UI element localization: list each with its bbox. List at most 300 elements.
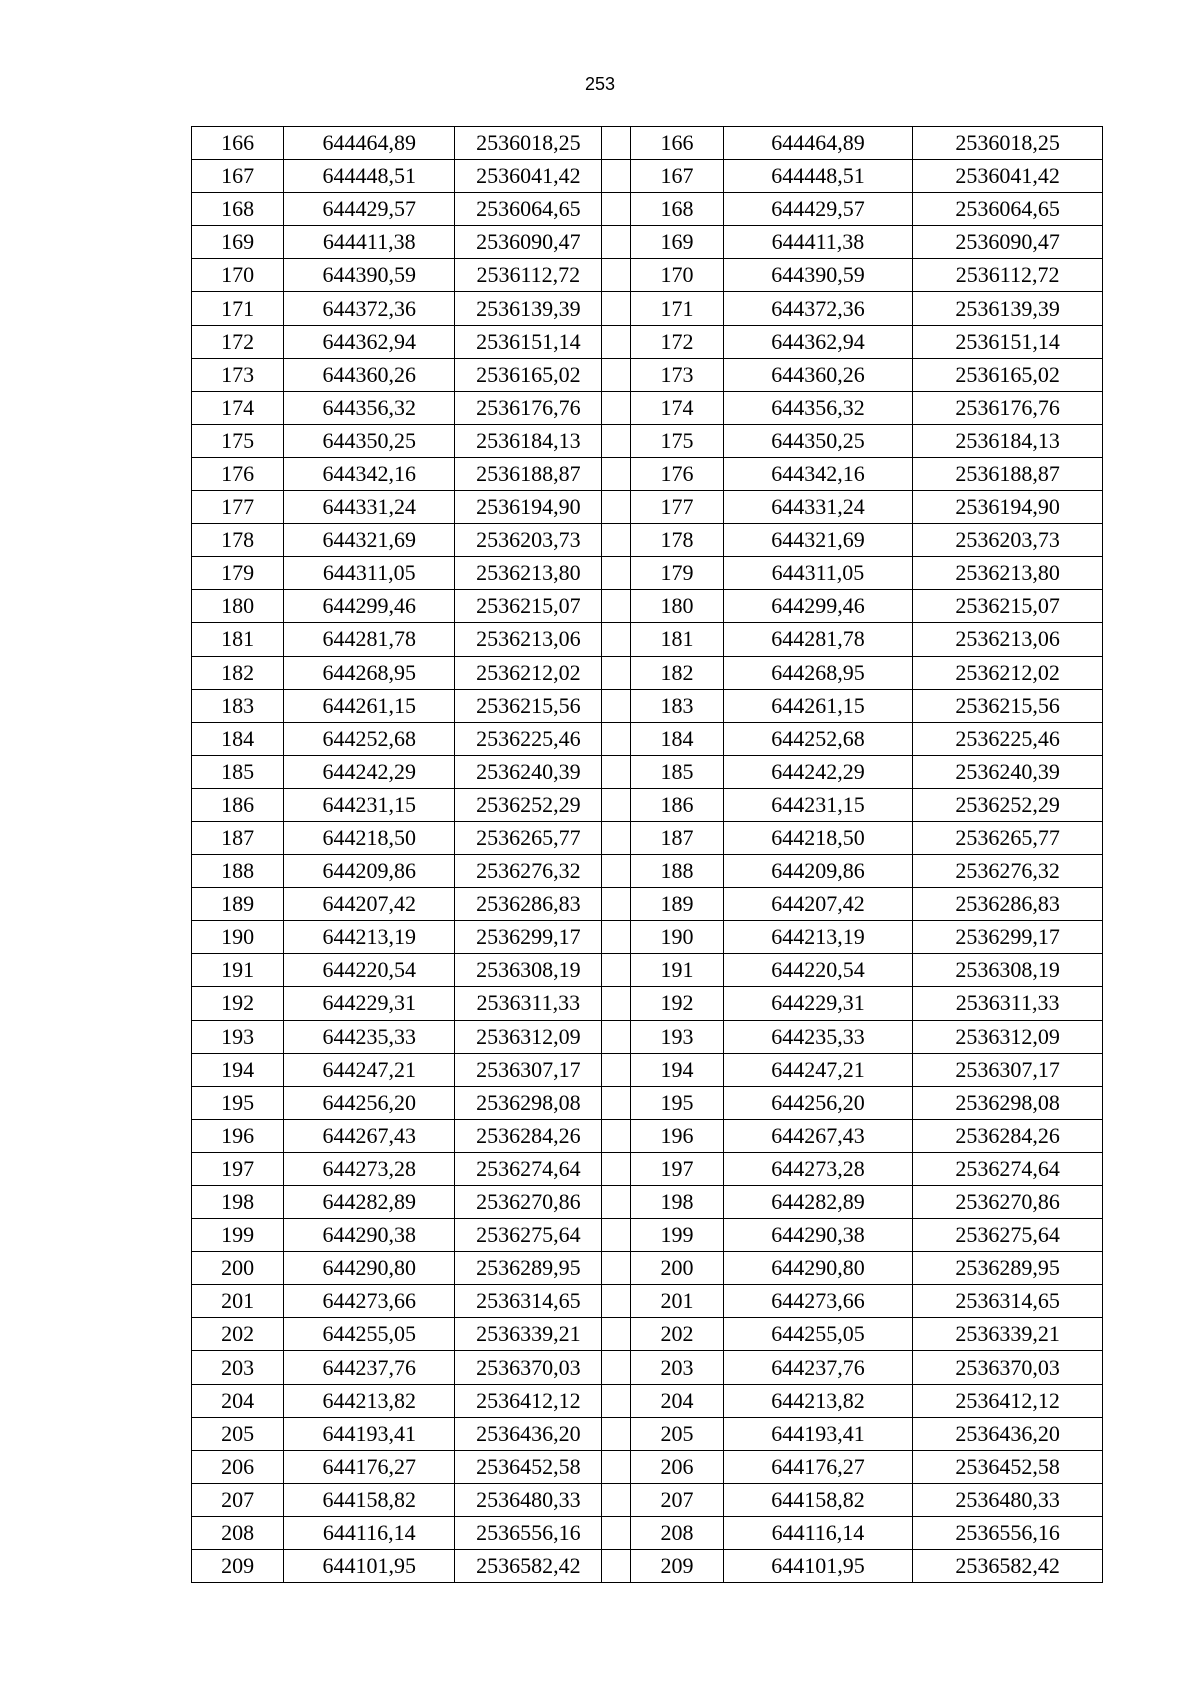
x-coordinate-cell: 644176,27 <box>723 1450 913 1483</box>
table-row <box>192 1351 1103 1384</box>
x-coordinate-cell: 644176,27 <box>284 1450 455 1483</box>
y-coordinate-cell: 2536212,02 <box>455 656 602 689</box>
point-number-cell: 208 <box>631 1516 723 1549</box>
spacer-cell <box>602 127 631 160</box>
y-coordinate-cell: 2536213,06 <box>455 623 602 656</box>
y-coordinate-cell: 2536041,42 <box>913 160 1103 193</box>
x-coordinate-cell: 644255,05 <box>723 1318 913 1351</box>
y-coordinate-cell: 2536339,21 <box>913 1318 1103 1351</box>
point-number-cell: 180 <box>192 590 284 623</box>
x-coordinate-cell: 644331,24 <box>723 491 913 524</box>
y-coordinate-cell: 2536240,39 <box>455 755 602 788</box>
spacer-cell <box>602 557 631 590</box>
table-row <box>192 1516 1103 1549</box>
point-number-cell: 176 <box>631 457 723 490</box>
y-coordinate-cell: 2536452,58 <box>913 1450 1103 1483</box>
point-number-cell: 184 <box>192 722 284 755</box>
table-row <box>192 788 1103 821</box>
x-coordinate-cell: 644372,36 <box>284 292 455 325</box>
x-coordinate-cell: 644218,50 <box>723 821 913 854</box>
spacer-cell <box>602 160 631 193</box>
x-coordinate-cell: 644282,89 <box>284 1186 455 1219</box>
x-coordinate-cell: 644116,14 <box>284 1516 455 1549</box>
x-coordinate-cell: 644448,51 <box>723 160 913 193</box>
point-number-cell: 168 <box>631 193 723 226</box>
spacer-cell <box>602 855 631 888</box>
y-coordinate-cell: 2536298,08 <box>913 1086 1103 1119</box>
point-number-cell: 182 <box>192 656 284 689</box>
table-row <box>192 821 1103 854</box>
point-number-cell: 181 <box>192 623 284 656</box>
y-coordinate-cell: 2536412,12 <box>455 1384 602 1417</box>
spacer-cell <box>602 259 631 292</box>
point-number-cell: 174 <box>631 391 723 424</box>
table-row <box>192 689 1103 722</box>
point-number-cell: 174 <box>192 391 284 424</box>
y-coordinate-cell: 2536274,64 <box>455 1152 602 1185</box>
point-number-cell: 201 <box>631 1285 723 1318</box>
spacer-cell <box>602 193 631 226</box>
spacer-cell <box>602 1252 631 1285</box>
y-coordinate-cell: 2536018,25 <box>455 127 602 160</box>
x-coordinate-cell: 644350,25 <box>284 424 455 457</box>
y-coordinate-cell: 2536212,02 <box>913 656 1103 689</box>
point-number-cell: 194 <box>192 1053 284 1086</box>
x-coordinate-cell: 644261,15 <box>723 689 913 722</box>
x-coordinate-cell: 644235,33 <box>723 1020 913 1053</box>
point-number-cell: 171 <box>631 292 723 325</box>
point-number-cell: 199 <box>192 1219 284 1252</box>
y-coordinate-cell: 2536215,56 <box>455 689 602 722</box>
point-number-cell: 176 <box>192 457 284 490</box>
y-coordinate-cell: 2536307,17 <box>455 1053 602 1086</box>
point-number-cell: 172 <box>631 325 723 358</box>
spacer-cell <box>602 722 631 755</box>
point-number-cell: 194 <box>631 1053 723 1086</box>
y-coordinate-cell: 2536284,26 <box>913 1119 1103 1152</box>
x-coordinate-cell: 644252,68 <box>723 722 913 755</box>
y-coordinate-cell: 2536188,87 <box>913 457 1103 490</box>
table-row <box>192 755 1103 788</box>
table-row <box>192 1152 1103 1185</box>
x-coordinate-cell: 644193,41 <box>284 1417 455 1450</box>
y-coordinate-cell: 2536312,09 <box>455 1020 602 1053</box>
x-coordinate-cell: 644360,26 <box>723 358 913 391</box>
x-coordinate-cell: 644281,78 <box>723 623 913 656</box>
spacer-cell <box>602 1219 631 1252</box>
point-number-cell: 169 <box>192 226 284 259</box>
y-coordinate-cell: 2536286,83 <box>913 888 1103 921</box>
point-number-cell: 185 <box>631 755 723 788</box>
x-coordinate-cell: 644209,86 <box>284 855 455 888</box>
y-coordinate-cell: 2536480,33 <box>913 1483 1103 1516</box>
point-number-cell: 204 <box>631 1384 723 1417</box>
x-coordinate-cell: 644321,69 <box>723 524 913 557</box>
point-number-cell: 185 <box>192 755 284 788</box>
x-coordinate-cell: 644290,80 <box>723 1252 913 1285</box>
table-row <box>192 1186 1103 1219</box>
spacer-cell <box>602 1152 631 1185</box>
x-coordinate-cell: 644299,46 <box>723 590 913 623</box>
x-coordinate-cell: 644229,31 <box>723 987 913 1020</box>
spacer-cell <box>602 1384 631 1417</box>
x-coordinate-cell: 644282,89 <box>723 1186 913 1219</box>
x-coordinate-cell: 644209,86 <box>723 855 913 888</box>
table-row <box>192 259 1103 292</box>
y-coordinate-cell: 2536176,76 <box>913 391 1103 424</box>
x-coordinate-cell: 644411,38 <box>723 226 913 259</box>
y-coordinate-cell: 2536436,20 <box>455 1417 602 1450</box>
point-number-cell: 198 <box>192 1186 284 1219</box>
y-coordinate-cell: 2536213,80 <box>913 557 1103 590</box>
spacer-cell <box>602 623 631 656</box>
x-coordinate-cell: 644362,94 <box>723 325 913 358</box>
y-coordinate-cell: 2536452,58 <box>455 1450 602 1483</box>
x-coordinate-cell: 644101,95 <box>723 1550 913 1583</box>
y-coordinate-cell: 2536018,25 <box>913 127 1103 160</box>
point-number-cell: 197 <box>192 1152 284 1185</box>
point-number-cell: 178 <box>631 524 723 557</box>
y-coordinate-cell: 2536370,03 <box>913 1351 1103 1384</box>
y-coordinate-cell: 2536582,42 <box>913 1550 1103 1583</box>
spacer-cell <box>602 1550 631 1583</box>
y-coordinate-cell: 2536311,33 <box>455 987 602 1020</box>
y-coordinate-cell: 2536139,39 <box>913 292 1103 325</box>
spacer-cell <box>602 1516 631 1549</box>
point-number-cell: 200 <box>631 1252 723 1285</box>
point-number-cell: 175 <box>631 424 723 457</box>
spacer-cell <box>602 524 631 557</box>
x-coordinate-cell: 644429,57 <box>284 193 455 226</box>
point-number-cell: 169 <box>631 226 723 259</box>
y-coordinate-cell: 2536215,56 <box>913 689 1103 722</box>
y-coordinate-cell: 2536176,76 <box>455 391 602 424</box>
point-number-cell: 206 <box>192 1450 284 1483</box>
point-number-cell: 207 <box>631 1483 723 1516</box>
table-row <box>192 623 1103 656</box>
point-number-cell: 196 <box>192 1119 284 1152</box>
y-coordinate-cell: 2536064,65 <box>913 193 1103 226</box>
point-number-cell: 201 <box>192 1285 284 1318</box>
spacer-cell <box>602 1417 631 1450</box>
point-number-cell: 191 <box>192 954 284 987</box>
spacer-cell <box>602 391 631 424</box>
x-coordinate-cell: 644273,66 <box>284 1285 455 1318</box>
y-coordinate-cell: 2536314,65 <box>913 1285 1103 1318</box>
point-number-cell: 191 <box>631 954 723 987</box>
table-row <box>192 524 1103 557</box>
y-coordinate-cell: 2536194,90 <box>913 491 1103 524</box>
y-coordinate-cell: 2536184,13 <box>455 424 602 457</box>
point-number-cell: 188 <box>631 855 723 888</box>
point-number-cell: 187 <box>192 821 284 854</box>
x-coordinate-cell: 644321,69 <box>284 524 455 557</box>
x-coordinate-cell: 644356,32 <box>284 391 455 424</box>
spacer-cell <box>602 325 631 358</box>
y-coordinate-cell: 2536188,87 <box>455 457 602 490</box>
table-row <box>192 1285 1103 1318</box>
table-row <box>192 1086 1103 1119</box>
x-coordinate-cell: 644372,36 <box>723 292 913 325</box>
table-row <box>192 1417 1103 1450</box>
spacer-cell <box>602 1318 631 1351</box>
y-coordinate-cell: 2536289,95 <box>913 1252 1103 1285</box>
table-row <box>192 557 1103 590</box>
x-coordinate-cell: 644350,25 <box>723 424 913 457</box>
x-coordinate-cell: 644247,21 <box>723 1053 913 1086</box>
point-number-cell: 182 <box>631 656 723 689</box>
point-number-cell: 189 <box>631 888 723 921</box>
x-coordinate-cell: 644281,78 <box>284 623 455 656</box>
point-number-cell: 175 <box>192 424 284 457</box>
point-number-cell: 168 <box>192 193 284 226</box>
y-coordinate-cell: 2536308,19 <box>455 954 602 987</box>
spacer-cell <box>602 226 631 259</box>
y-coordinate-cell: 2536215,07 <box>913 590 1103 623</box>
y-coordinate-cell: 2536265,77 <box>455 821 602 854</box>
x-coordinate-cell: 644247,21 <box>284 1053 455 1086</box>
point-number-cell: 179 <box>631 557 723 590</box>
table-row <box>192 656 1103 689</box>
point-number-cell: 172 <box>192 325 284 358</box>
x-coordinate-cell: 644290,38 <box>284 1219 455 1252</box>
y-coordinate-cell: 2536213,06 <box>913 623 1103 656</box>
point-number-cell: 187 <box>631 821 723 854</box>
point-number-cell: 167 <box>631 160 723 193</box>
spacer-cell <box>602 755 631 788</box>
y-coordinate-cell: 2536265,77 <box>913 821 1103 854</box>
y-coordinate-cell: 2536370,03 <box>455 1351 602 1384</box>
table-row <box>192 1550 1103 1583</box>
x-coordinate-cell: 644267,43 <box>723 1119 913 1152</box>
x-coordinate-cell: 644237,76 <box>284 1351 455 1384</box>
point-number-cell: 166 <box>192 127 284 160</box>
y-coordinate-cell: 2536252,29 <box>913 788 1103 821</box>
y-coordinate-cell: 2536436,20 <box>913 1417 1103 1450</box>
x-coordinate-cell: 644311,05 <box>723 557 913 590</box>
point-number-cell: 193 <box>192 1020 284 1053</box>
y-coordinate-cell: 2536213,80 <box>455 557 602 590</box>
table-row <box>192 358 1103 391</box>
point-number-cell: 181 <box>631 623 723 656</box>
y-coordinate-cell: 2536151,14 <box>455 325 602 358</box>
x-coordinate-cell: 644213,19 <box>723 921 913 954</box>
x-coordinate-cell: 644290,38 <box>723 1219 913 1252</box>
point-number-cell: 193 <box>631 1020 723 1053</box>
table-row <box>192 1252 1103 1285</box>
y-coordinate-cell: 2536194,90 <box>455 491 602 524</box>
y-coordinate-cell: 2536184,13 <box>913 424 1103 457</box>
x-coordinate-cell: 644390,59 <box>284 259 455 292</box>
point-number-cell: 200 <box>192 1252 284 1285</box>
spacer-cell <box>602 656 631 689</box>
table-row <box>192 590 1103 623</box>
y-coordinate-cell: 2536289,95 <box>455 1252 602 1285</box>
y-coordinate-cell: 2536312,09 <box>913 1020 1103 1053</box>
y-coordinate-cell: 2536215,07 <box>455 590 602 623</box>
table-row <box>192 1450 1103 1483</box>
table-row <box>192 1119 1103 1152</box>
x-coordinate-cell: 644464,89 <box>284 127 455 160</box>
spacer-cell <box>602 987 631 1020</box>
point-number-cell: 202 <box>192 1318 284 1351</box>
point-number-cell: 179 <box>192 557 284 590</box>
point-number-cell: 196 <box>631 1119 723 1152</box>
point-number-cell: 199 <box>631 1219 723 1252</box>
x-coordinate-cell: 644267,43 <box>284 1119 455 1152</box>
y-coordinate-cell: 2536151,14 <box>913 325 1103 358</box>
x-coordinate-cell: 644273,28 <box>723 1152 913 1185</box>
spacer-cell <box>602 1285 631 1318</box>
y-coordinate-cell: 2536041,42 <box>455 160 602 193</box>
point-number-cell: 195 <box>192 1086 284 1119</box>
y-coordinate-cell: 2536314,65 <box>455 1285 602 1318</box>
point-number-cell: 198 <box>631 1186 723 1219</box>
spacer-cell <box>602 689 631 722</box>
spacer-cell <box>602 424 631 457</box>
point-number-cell: 183 <box>192 689 284 722</box>
table-row <box>192 1318 1103 1351</box>
x-coordinate-cell: 644299,46 <box>284 590 455 623</box>
spacer-cell <box>602 1186 631 1219</box>
x-coordinate-cell: 644273,66 <box>723 1285 913 1318</box>
y-coordinate-cell: 2536203,73 <box>913 524 1103 557</box>
table-row <box>192 391 1103 424</box>
point-number-cell: 178 <box>192 524 284 557</box>
spacer-cell <box>602 1086 631 1119</box>
table-row <box>192 1483 1103 1516</box>
spacer-cell <box>602 1053 631 1086</box>
y-coordinate-cell: 2536090,47 <box>913 226 1103 259</box>
y-coordinate-cell: 2536165,02 <box>455 358 602 391</box>
spacer-cell <box>602 491 631 524</box>
table-row <box>192 457 1103 490</box>
y-coordinate-cell: 2536582,42 <box>455 1550 602 1583</box>
point-number-cell: 207 <box>192 1483 284 1516</box>
x-coordinate-cell: 644220,54 <box>723 954 913 987</box>
table-row <box>192 1020 1103 1053</box>
x-coordinate-cell: 644390,59 <box>723 259 913 292</box>
spacer-cell <box>602 921 631 954</box>
x-coordinate-cell: 644342,16 <box>284 457 455 490</box>
spacer-cell <box>602 954 631 987</box>
x-coordinate-cell: 644242,29 <box>284 755 455 788</box>
point-number-cell: 190 <box>631 921 723 954</box>
y-coordinate-cell: 2536203,73 <box>455 524 602 557</box>
y-coordinate-cell: 2536274,64 <box>913 1152 1103 1185</box>
table-row <box>192 1053 1103 1086</box>
x-coordinate-cell: 644213,82 <box>284 1384 455 1417</box>
x-coordinate-cell: 644342,16 <box>723 457 913 490</box>
x-coordinate-cell: 644101,95 <box>284 1550 455 1583</box>
point-number-cell: 186 <box>631 788 723 821</box>
x-coordinate-cell: 644268,95 <box>284 656 455 689</box>
y-coordinate-cell: 2536556,16 <box>455 1516 602 1549</box>
point-number-cell: 190 <box>192 921 284 954</box>
y-coordinate-cell: 2536270,86 <box>455 1186 602 1219</box>
point-number-cell: 205 <box>631 1417 723 1450</box>
spacer-cell <box>602 590 631 623</box>
x-coordinate-cell: 644311,05 <box>284 557 455 590</box>
point-number-cell: 167 <box>192 160 284 193</box>
point-number-cell: 173 <box>192 358 284 391</box>
point-number-cell: 209 <box>631 1550 723 1583</box>
x-coordinate-cell: 644207,42 <box>723 888 913 921</box>
coordinates-table <box>191 126 1103 1583</box>
table-row <box>192 921 1103 954</box>
x-coordinate-cell: 644218,50 <box>284 821 455 854</box>
point-number-cell: 183 <box>631 689 723 722</box>
x-coordinate-cell: 644252,68 <box>284 722 455 755</box>
table-row <box>192 160 1103 193</box>
y-coordinate-cell: 2536275,64 <box>455 1219 602 1252</box>
table-row <box>192 888 1103 921</box>
x-coordinate-cell: 644158,82 <box>723 1483 913 1516</box>
y-coordinate-cell: 2536225,46 <box>913 722 1103 755</box>
spacer-cell <box>602 821 631 854</box>
x-coordinate-cell: 644273,28 <box>284 1152 455 1185</box>
point-number-cell: 192 <box>631 987 723 1020</box>
spacer-cell <box>602 788 631 821</box>
spacer-cell <box>602 457 631 490</box>
y-coordinate-cell: 2536064,65 <box>455 193 602 226</box>
x-coordinate-cell: 644231,15 <box>723 788 913 821</box>
y-coordinate-cell: 2536165,02 <box>913 358 1103 391</box>
y-coordinate-cell: 2536299,17 <box>913 921 1103 954</box>
x-coordinate-cell: 644220,54 <box>284 954 455 987</box>
spacer-cell <box>602 888 631 921</box>
x-coordinate-cell: 644429,57 <box>723 193 913 226</box>
x-coordinate-cell: 644411,38 <box>284 226 455 259</box>
y-coordinate-cell: 2536112,72 <box>913 259 1103 292</box>
x-coordinate-cell: 644362,94 <box>284 325 455 358</box>
table-row <box>192 987 1103 1020</box>
point-number-cell: 180 <box>631 590 723 623</box>
point-number-cell: 166 <box>631 127 723 160</box>
table-row <box>192 722 1103 755</box>
x-coordinate-cell: 644464,89 <box>723 127 913 160</box>
table-row <box>192 226 1103 259</box>
y-coordinate-cell: 2536339,21 <box>455 1318 602 1351</box>
spacer-cell <box>602 1351 631 1384</box>
table-row <box>192 424 1103 457</box>
point-number-cell: 189 <box>192 888 284 921</box>
x-coordinate-cell: 644229,31 <box>284 987 455 1020</box>
x-coordinate-cell: 644242,29 <box>723 755 913 788</box>
point-number-cell: 195 <box>631 1086 723 1119</box>
point-number-cell: 186 <box>192 788 284 821</box>
spacer-cell <box>602 358 631 391</box>
y-coordinate-cell: 2536276,32 <box>455 855 602 888</box>
table-row <box>192 1219 1103 1252</box>
table-row <box>192 1384 1103 1417</box>
y-coordinate-cell: 2536556,16 <box>913 1516 1103 1549</box>
y-coordinate-cell: 2536311,33 <box>913 987 1103 1020</box>
point-number-cell: 170 <box>192 259 284 292</box>
table-row <box>192 491 1103 524</box>
table-row <box>192 855 1103 888</box>
y-coordinate-cell: 2536307,17 <box>913 1053 1103 1086</box>
y-coordinate-cell: 2536480,33 <box>455 1483 602 1516</box>
point-number-cell: 205 <box>192 1417 284 1450</box>
y-coordinate-cell: 2536298,08 <box>455 1086 602 1119</box>
point-number-cell: 208 <box>192 1516 284 1549</box>
x-coordinate-cell: 644290,80 <box>284 1252 455 1285</box>
point-number-cell: 206 <box>631 1450 723 1483</box>
point-number-cell: 197 <box>631 1152 723 1185</box>
point-number-cell: 177 <box>631 491 723 524</box>
x-coordinate-cell: 644448,51 <box>284 160 455 193</box>
